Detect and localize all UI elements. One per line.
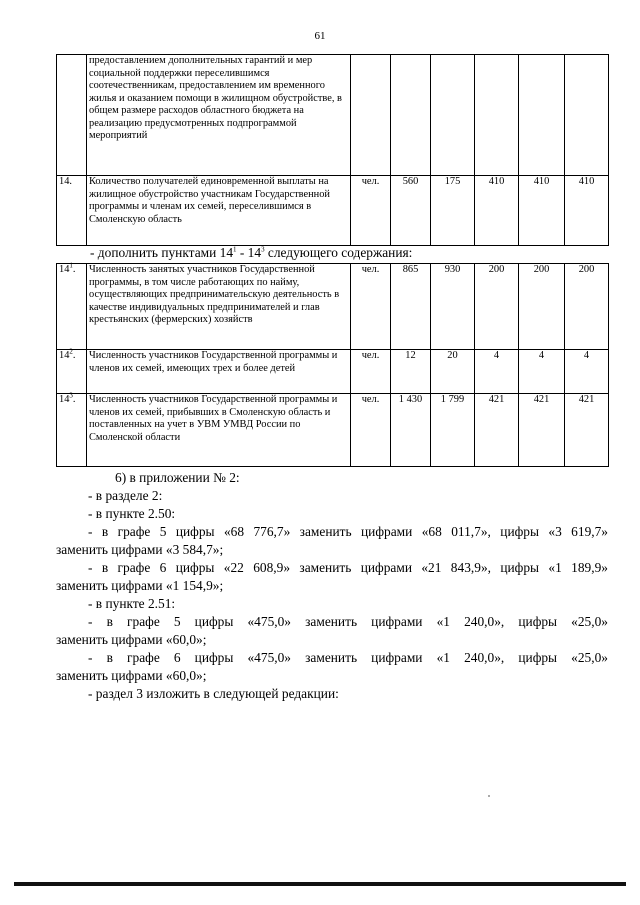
table-row bbox=[57, 176, 609, 246]
row-value-3 bbox=[475, 55, 519, 176]
body-line-col6-251-cont: заменить цифрами «60,0»; bbox=[56, 668, 207, 683]
row-value-4: 410 bbox=[519, 176, 565, 246]
row-number: $14^2$. bbox=[57, 350, 87, 394]
row-value-3: 200 bbox=[475, 264, 519, 350]
row-description: Количество получателей единовременной выплаты на жилищное обустройство участникам Государственной программы и членам их семей, переселившимся в Смоленскую область bbox=[87, 176, 351, 246]
row-description: Численность участников Государственной программы и членов их семей, имеющих трех и более детей bbox=[87, 350, 351, 394]
row-value-1: 12 bbox=[391, 350, 431, 394]
body-line-item-250: - в пункте 2.50: bbox=[88, 506, 176, 521]
body-line-col6-250: - в графе 6 цифры «22 608,9» заменить цифрами «21 843,9», цифры «1 189,9» bbox=[88, 560, 608, 575]
row-value-5: 421 bbox=[565, 394, 609, 467]
body-line-col5-250: - в графе 5 цифры «68 776,7» заменить цифрами «68 011,7», цифры «3 619,7» bbox=[88, 524, 608, 539]
insert-instruction: - дополнить пунктами $14^1 - 14^3$ следующего содержания: bbox=[90, 245, 413, 260]
row-value-4: 200 bbox=[519, 264, 565, 350]
row-value-1 bbox=[391, 55, 431, 176]
row-value-2: 175 bbox=[431, 176, 475, 246]
table-row bbox=[57, 350, 609, 394]
body-line-col5-251-cont: заменить цифрами «60,0»; bbox=[56, 632, 207, 647]
row-description: Численность участников Государственной программы и членов их семей, прибывших в Смоленскую область и поставленных на учет в УВМ УМВД России по Смоленской области bbox=[87, 394, 351, 467]
row-unit: чел. bbox=[351, 394, 391, 467]
table-row bbox=[57, 394, 609, 467]
indicators-table-top bbox=[56, 54, 609, 246]
row-number: $14^1$. bbox=[57, 264, 87, 350]
body-line-section: - в разделе 2: bbox=[88, 488, 163, 503]
row-unit: чел. bbox=[351, 350, 391, 394]
page-number: 61 bbox=[314, 30, 326, 42]
body-line-col6-250-cont: заменить цифрами «1 154,9»; bbox=[56, 578, 224, 593]
row-value-4: 421 bbox=[519, 394, 565, 467]
row-value-1: 1 430 bbox=[391, 394, 431, 467]
row-value-3: 410 bbox=[475, 176, 519, 246]
row-unit: чел. bbox=[351, 176, 391, 246]
body-line-item-251: - в пункте 2.51: bbox=[88, 596, 176, 611]
row-number: $14^3$. bbox=[57, 394, 87, 467]
row-description: Численность занятых участников Государственной программы, в том числе работающих по найму, осуществляющих предпринимательскую деятельность в качестве индивидуальных предпринимателей и глав крестьянских (фермерских) хозяйств bbox=[87, 264, 351, 350]
row-value-2 bbox=[431, 55, 475, 176]
row-value-3: 421 bbox=[475, 394, 519, 467]
row-number: 14. bbox=[57, 176, 87, 246]
row-value-1: 865 bbox=[391, 264, 431, 350]
scan-speck bbox=[488, 795, 490, 797]
body-line-appendix: 6) в приложении № 2: bbox=[115, 470, 240, 485]
row-value-5: 200 bbox=[565, 264, 609, 350]
row-value-2: 20 bbox=[431, 350, 475, 394]
row-unit bbox=[351, 55, 391, 176]
table-row bbox=[57, 55, 609, 176]
row-value-2: 930 bbox=[431, 264, 475, 350]
scan-bottom-edge bbox=[14, 882, 626, 886]
row-value-5: 4 bbox=[565, 350, 609, 394]
row-description: предоставлением дополнительных гарантий и мер социальной поддержки переселившимся соотечественникам, предоставлением им временного жилья и оказанием помощи в жилищном обустройстве, в общем размере расходов областного бюджета на реализацию предусмотренных подпрограммой мероприятий bbox=[87, 55, 351, 176]
indicators-table-bottom bbox=[56, 263, 609, 467]
body-line-col5-250-cont: заменить цифрами «3 584,7»; bbox=[56, 542, 224, 557]
row-value-4: 4 bbox=[519, 350, 565, 394]
row-value-2: 1 799 bbox=[431, 394, 475, 467]
row-value-5: 410 bbox=[565, 176, 609, 246]
row-value-1: 560 bbox=[391, 176, 431, 246]
row-value-3: 4 bbox=[475, 350, 519, 394]
body-line-col6-251: - в графе 6 цифры «475,0» заменить цифрами «1 240,0», цифры «25,0» bbox=[88, 650, 608, 665]
body-line-section3: - раздел 3 изложить в следующей редакции: bbox=[88, 686, 339, 701]
body-line-col5-251: - в графе 5 цифры «475,0» заменить цифрами «1 240,0», цифры «25,0» bbox=[88, 614, 608, 629]
row-value-4 bbox=[519, 55, 565, 176]
row-value-5 bbox=[565, 55, 609, 176]
table-row bbox=[57, 264, 609, 350]
row-unit: чел. bbox=[351, 264, 391, 350]
row-number bbox=[57, 55, 87, 176]
